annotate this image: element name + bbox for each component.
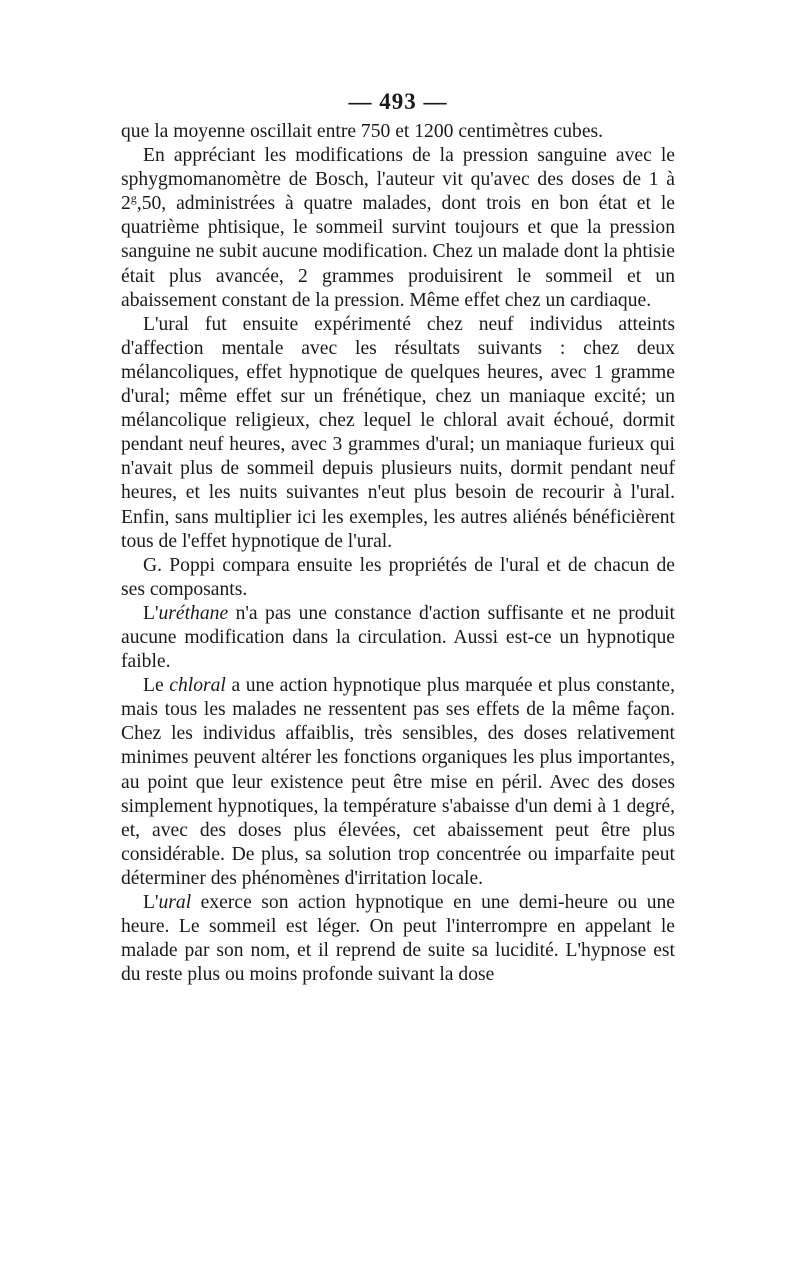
text-segment: a une action hypnotique plus marquée et plus constante, mais tous les malades ne ressentent pas ses effets de la même façon. Chez les individus affaiblis, très sensibles, des doses relativement minimes peuvent altérer les fonctions organiques les plus importantes, au point que leur existence peut être mise en péril. Avec des doses simplement hypnotiques, la température s'abaisse d'un demi à 1 degré, et, avec des doses plus élevées, cet abaissement peut être plus considérable. De plus, sa solution trop concentrée ou imparfaite peut déterminer des phénomènes d'irritation locale. [121,675,675,889]
text-body [121,120,675,987]
italic-term: uréthane [158,602,229,624]
paragraph-continuation [121,120,675,144]
paragraph-mental-patients [121,313,675,554]
text-segment: G. Poppi compara ensuite les propriétés de l'ural et de chacun de ses composants. [121,554,675,600]
paragraph-chloral [121,674,675,891]
text-segment: exerce son action hypnotique en une demi-heure ou une heure. Le sommeil est léger. On peut l'interrompre en appelant le malade par son nom, et il reprend de suite sa lucidité. L'hypnose est du reste plus ou moins profonde suivant la dose [121,892,675,986]
document-page [121,84,675,987]
text-segment: En appréciant les modifications de la pression sanguine avec le sphygmomanomètre de Bosch, l'auteur vit qu'avec des doses de 1 à 2 [121,145,675,215]
text-segment: que la moyenne oscillait entre 750 et 1200 centimètres cubes. [121,121,604,142]
paragraph-poppi [121,554,675,602]
superscript-unit: g [130,191,137,206]
text-segment: L' [143,892,159,913]
paragraph-ural [121,891,675,987]
text-segment: L' [143,602,159,624]
text-segment: Le [143,675,170,697]
text-segment: L'ural fut ensuite expérimenté chez neuf individus atteints d'affection mentale avec les résultats suivants : chez deux mélancoliques, effet hypnotique de quelques heures, avec 1 gramme d'ural; même effet sur un frénétique, chez un maniaque excité; un mélancolique religieux, chez lequel le chloral avait échoué, dormit pendant neuf heures, avec 3 grammes d'ural; un maniaque furieux qui n'avait plus de sommeil depuis plusieurs nuits, dormit pendant neuf heures, et les nuits suivantes n'eut plus besoin de recourir à l'ural. Enfin, sans multiplier ici les exemples, les autres aliénés bénéficièrent tous de l'effet hypnotique de l'ural. [121,313,675,552]
page-number: — 493 — [348,89,448,114]
text-segment: n'a pas une constance d'action suffisante et ne produit aucune modification dans la circulation. Aussi est-ce un hypnotique faible. [121,602,675,673]
text-segment: ,50, administrées à quatre malades, dont trois en bon état et le quatrième phtisique, le sommeil survint toujours et que la pression sanguine ne subit aucune modification. Chez un malade dont la phtisie était plus avancée, 2 grammes produisirent le sommeil et un abaissement constant de la pression. Même effet chez un cardiaque. [121,193,675,311]
italic-term: chloral [169,675,226,697]
italic-term: ural [158,892,192,913]
paragraph-urethane [121,602,675,674]
paragraph-sphygmomanometer [121,144,675,313]
